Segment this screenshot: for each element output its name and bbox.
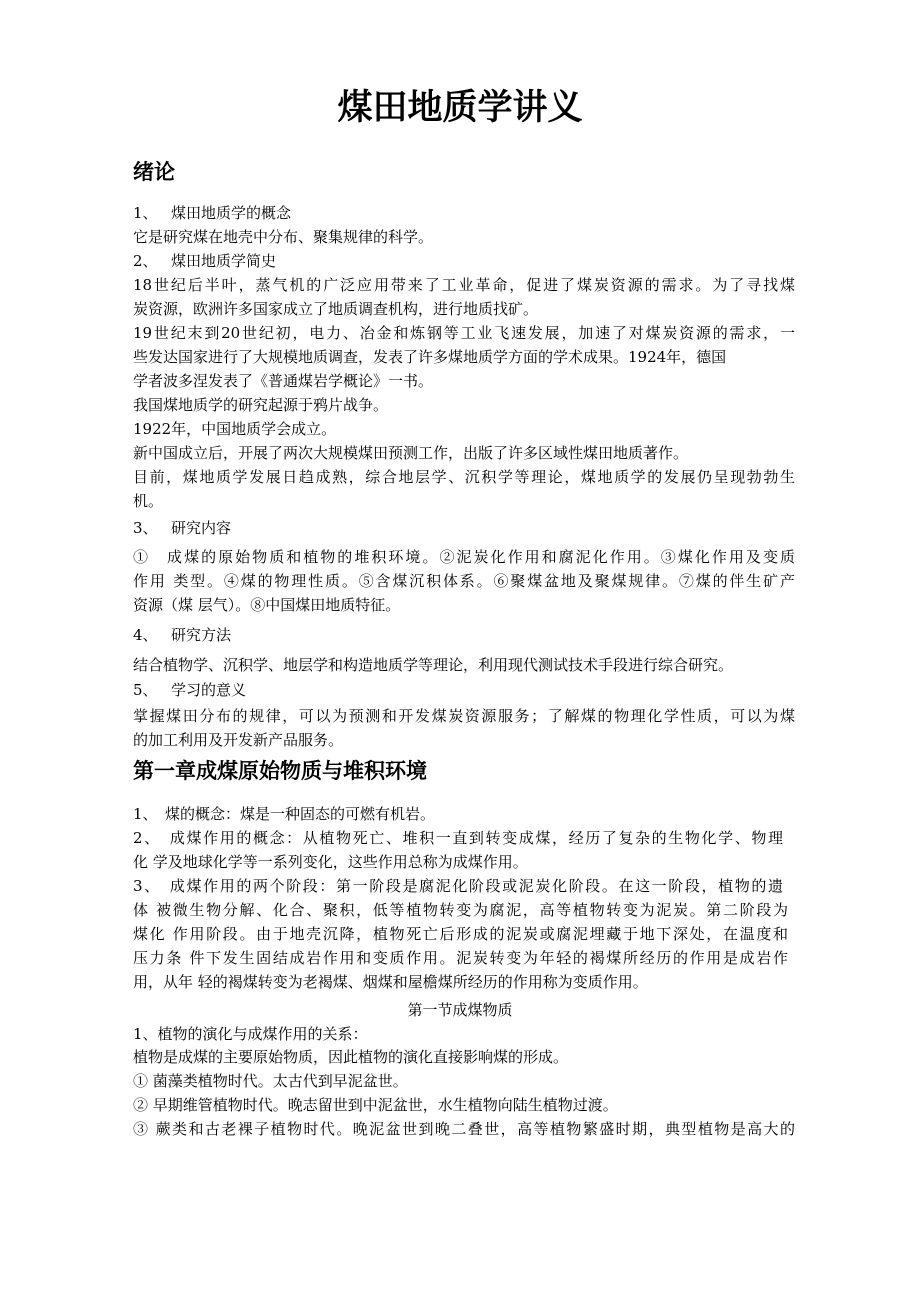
- list-item: ② 早期维管植物时代。晚志留世到中泥盆世，水生植物向陆生植物过渡。: [133, 1096, 618, 1114]
- section-heading: [133, 518, 795, 538]
- section-title: 研究内容: [171, 519, 232, 537]
- paragraph-line: 作用 类型。④煤的物理性质。⑤含煤沉积体系。⑥聚煤盆地及聚煤规律。⑦煤的伴生矿产: [133, 572, 795, 590]
- paragraph-line: 18世纪后半叶，蒸气机的广泛应用带来了工业革命，促进了煤炭资源的需求。为了寻找煤: [133, 276, 795, 294]
- section-heading: [133, 203, 795, 223]
- paragraph-line: 它是研究煤在地壳中分布、聚集规律的科学。: [133, 228, 434, 246]
- paragraph-line: 1922年，中国地质学会成立。: [133, 420, 337, 438]
- paragraph-line: 些发达国家进行了大规模地质调查，发表了许多煤地质学方面的学术成果。1924年，德国: [133, 348, 727, 366]
- list-item: ① 菌藻类植物时代。太古代到早泥盆世。: [133, 1072, 408, 1090]
- paragraph-line: 掌握煤田分布的规律，可以为预测和开发煤炭资源服务；了解煤的物理化学性质，可以为煤: [133, 707, 795, 725]
- paragraph-line: 的加工利用及开发新产品服务。: [133, 731, 344, 749]
- paragraph-line: 煤化 作用阶段。由于地壳沉降，植物死亡后形成的泥炭或腐泥埋藏于地下深处，在温度和: [133, 925, 788, 943]
- section-title-centered: 第一节成煤物质: [407, 1001, 513, 1019]
- section-number: 1、: [133, 204, 158, 222]
- paragraph-line: 1、植物的演化与成煤作用的关系：: [133, 1025, 368, 1043]
- paragraph-line: 资源（煤 层气）。⑧中国煤田地质特征。: [133, 596, 401, 614]
- paragraph-line: 19世纪末到20世纪初，电力、冶金和炼钢等工业飞速发展，加速了对煤炭资源的需求，一: [133, 324, 795, 342]
- paragraph-line: 体 被微生物分解、化合、聚积，低等植物转变为腐泥，高等植物转变为泥炭。第二阶段为: [133, 901, 788, 919]
- paragraph-line: 化 学及地球化学等一系列变化，这些作用总称为成煤作用。: [133, 853, 528, 871]
- paragraph-line: 植物是成煤的主要原始物质，因此植物的演化直接影响煤的形成。: [133, 1048, 569, 1066]
- paragraph-line: 学者波多涅发表了《普通煤岩学概论》一书。: [133, 372, 434, 390]
- paragraph-line: 机。: [133, 492, 164, 510]
- paragraph-line: ① 成煤的原始物质和植物的堆积环境。②泥炭化作用和腐泥化作用。③煤化作用及变质: [133, 548, 795, 566]
- paragraph-line: 压力条 件下发生固结成岩作用和变质作用。泥炭转变为年轻的褐煤所经历的作用是成岩作: [133, 949, 788, 967]
- paragraph-line: 结合植物学、沉积学、地层学和构造地质学等理论，利用现代测试技术手段进行综合研究。: [133, 656, 734, 674]
- heading-chapter-1: 第一章成煤原始物质与堆积环境: [133, 759, 427, 783]
- paragraph-line: 用，从年 轻的褐煤转变为老褐煤、烟煤和屋檐煤所经历的作用称为变质作用。: [133, 973, 648, 991]
- paragraph-line: 2、 成煤作用的概念：从植物死亡、堆积一直到转变成煤，经历了复杂的生物化学、物理: [133, 829, 783, 847]
- section-heading: [133, 625, 795, 645]
- section-title: 学习的意义: [171, 681, 247, 699]
- paragraph-line: 炭资源，欧洲许多国家成立了地质调查机构，进行地质找矿。: [133, 300, 539, 318]
- section-number: 4、: [133, 626, 158, 644]
- paragraph-line: 我国煤地质学的研究起源于鸦片战争。: [133, 396, 389, 414]
- paragraph-line: 新中国成立后，开展了两次大规模煤田预测工作，出版了许多区域性煤田地质著作。: [133, 444, 689, 462]
- section-title: 研究方法: [171, 626, 232, 644]
- section-title: 煤田地质学的概念: [171, 204, 292, 222]
- section-number: 5、: [133, 681, 158, 699]
- section-number: 2、: [133, 252, 158, 270]
- section-heading: [133, 680, 795, 700]
- document-title: 煤田地质学讲义: [337, 88, 583, 128]
- section-title: 煤田地质学简史: [171, 252, 277, 270]
- heading-introduction: 绪论: [133, 160, 175, 184]
- section-number: 3、: [133, 519, 158, 537]
- section-heading: [133, 251, 795, 271]
- list-item: ③ 蕨类和古老裸子植物时代。晚泥盆世到晚二叠世，高等植物繁盛时期，典型植物是高大的: [133, 1120, 795, 1138]
- paragraph-line: 3、 成煤作用的两个阶段：第一阶段是腐泥化阶段或泥炭化阶段。在这一阶段，植物的遗: [133, 877, 783, 895]
- paragraph-line: 目前，煤地质学发展日趋成熟，综合地层学、沉积学等理论，煤地质学的发展仍呈现勃勃生: [133, 468, 795, 486]
- paragraph-line: 1、 煤的概念：煤是一种固态的可燃有机岩。: [133, 805, 436, 823]
